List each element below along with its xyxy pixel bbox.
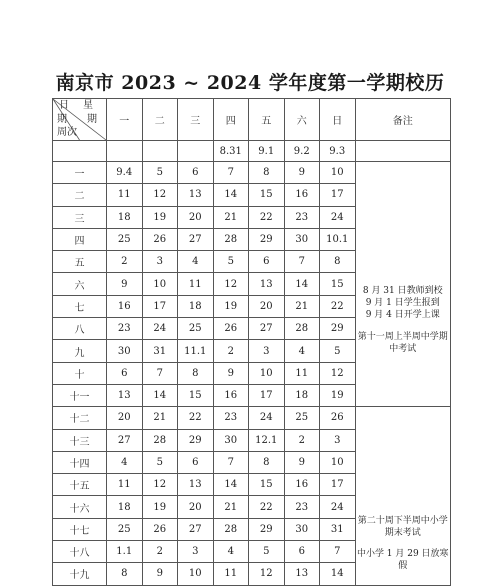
day-cell: 24: [320, 496, 356, 518]
day-cell: 13: [284, 563, 320, 585]
day-cell: 9: [284, 451, 320, 473]
pre-day-cell: [178, 141, 214, 162]
day-cell: 13: [249, 273, 285, 295]
day-cell: 5: [249, 541, 285, 563]
day-cell: 1.1: [107, 541, 143, 563]
day-cell: 29: [249, 228, 285, 250]
day-cell: 19: [142, 496, 178, 518]
day-cell: 5: [320, 340, 356, 362]
day-cell: 11: [213, 563, 249, 585]
day-cell: 15: [178, 384, 214, 406]
day-cell: 10: [320, 162, 356, 184]
day-cell: 12: [142, 184, 178, 206]
day-cell: 5: [142, 451, 178, 473]
day-cell: 9: [142, 563, 178, 585]
day-cell: 11: [284, 362, 320, 384]
day-cell: 12: [213, 273, 249, 295]
day-cell: 11.1: [178, 340, 214, 362]
day-cell: 5: [213, 251, 249, 273]
day-cell: 18: [107, 496, 143, 518]
day-cell: 20: [249, 295, 285, 317]
notes-header: 备注: [355, 99, 451, 141]
day-cell: 26: [142, 518, 178, 540]
corner-label-week: 周次: [57, 127, 77, 138]
day-cell: 6: [284, 541, 320, 563]
day-cell: 24: [320, 206, 356, 228]
notes-cell-first-half: [355, 162, 451, 407]
day-cell: 26: [213, 318, 249, 340]
week-label: 八: [53, 318, 107, 340]
day-cell: 8: [249, 451, 285, 473]
day-cell: 8: [178, 362, 214, 384]
day-cell: 25: [107, 518, 143, 540]
day-cell: 13: [178, 184, 214, 206]
day-cell: 7: [213, 162, 249, 184]
week-label: 十七: [53, 518, 107, 540]
day-header-sun: 日: [320, 99, 356, 141]
note-line: 第十一周上半周中学期中考试: [357, 332, 448, 355]
week-label: 十六: [53, 496, 107, 518]
day-cell: 27: [107, 429, 143, 451]
day-cell: 27: [178, 228, 214, 250]
day-cell: 16: [284, 474, 320, 496]
day-cell: 12: [142, 474, 178, 496]
day-cell: 14: [213, 184, 249, 206]
day-cell: 7: [142, 362, 178, 384]
week-label: 九: [53, 340, 107, 362]
day-cell: 4: [284, 340, 320, 362]
corner-header-cell: [53, 99, 107, 141]
day-cell: 2: [284, 429, 320, 451]
corner-label-day: 日: [59, 100, 69, 111]
day-cell: 21: [213, 496, 249, 518]
day-cell: 18: [107, 206, 143, 228]
day-cell: 13: [178, 474, 214, 496]
week-row: [53, 407, 451, 429]
day-cell: 9: [213, 362, 249, 384]
day-cell: 3: [320, 429, 356, 451]
day-cell: 31: [320, 518, 356, 540]
week-label: 十: [53, 362, 107, 384]
day-cell: 3: [249, 340, 285, 362]
note-line: 9 月 1 日学生报到: [365, 298, 440, 309]
day-cell: 23: [284, 206, 320, 228]
day-cell: 8: [107, 563, 143, 585]
day-cell: 30: [284, 518, 320, 540]
day-cell: 23: [213, 407, 249, 429]
day-cell: 27: [178, 518, 214, 540]
day-cell: 16: [284, 184, 320, 206]
day-cell: 14: [320, 563, 356, 585]
day-cell: 10: [178, 563, 214, 585]
pre-day-cell: [142, 141, 178, 162]
day-cell: 9: [284, 162, 320, 184]
day-cell: 30: [213, 429, 249, 451]
day-cell: 24: [249, 407, 285, 429]
week-label: 十四: [53, 451, 107, 473]
corner-label-xing: 星: [83, 100, 93, 111]
day-cell: 19: [320, 384, 356, 406]
day-cell: 10: [320, 451, 356, 473]
day-cell: 23: [107, 318, 143, 340]
day-cell: 3: [178, 541, 214, 563]
day-cell: 6: [178, 451, 214, 473]
day-cell: 11: [107, 474, 143, 496]
day-cell: 5: [142, 162, 178, 184]
day-cell: 22: [178, 407, 214, 429]
day-cell: 22: [320, 295, 356, 317]
day-cell: 3: [142, 251, 178, 273]
day-cell: 25: [178, 318, 214, 340]
day-cell: 30: [107, 340, 143, 362]
day-cell: 30: [284, 228, 320, 250]
pre-week-label: [53, 141, 107, 162]
day-cell: 19: [213, 295, 249, 317]
note-line: 第二十周下半周中小学期末考试: [357, 516, 448, 539]
week-label: 十一: [53, 384, 107, 406]
day-cell: 14: [142, 384, 178, 406]
day-cell: 29: [320, 318, 356, 340]
day-cell: 28: [142, 429, 178, 451]
day-cell: 21: [213, 206, 249, 228]
day-cell: 22: [249, 496, 285, 518]
day-cell: 7: [213, 451, 249, 473]
day-cell: 17: [320, 184, 356, 206]
day-cell: 12: [249, 563, 285, 585]
week-label: 十二: [53, 407, 107, 429]
day-cell: 2: [213, 340, 249, 362]
day-cell: 29: [178, 429, 214, 451]
day-cell: 16: [107, 295, 143, 317]
week-label: 三: [53, 206, 107, 228]
day-cell: 19: [142, 206, 178, 228]
day-cell: 31: [142, 340, 178, 362]
day-cell: 2: [107, 251, 143, 273]
day-cell: 26: [142, 228, 178, 250]
day-cell: 26: [320, 407, 356, 429]
day-cell: 28: [284, 318, 320, 340]
day-cell: 14: [213, 474, 249, 496]
day-cell: 27: [249, 318, 285, 340]
pre-day-cell: 8.31: [213, 141, 249, 162]
pre-day-cell: 9.3: [320, 141, 356, 162]
day-cell: 2: [142, 541, 178, 563]
week-row: [53, 162, 451, 184]
day-cell: 4: [178, 251, 214, 273]
day-cell: 6: [178, 162, 214, 184]
day-header-mon: 一: [107, 99, 143, 141]
week-label: 一: [53, 162, 107, 184]
day-cell: 28: [213, 518, 249, 540]
day-cell: 13: [107, 384, 143, 406]
pre-day-cell: [107, 141, 143, 162]
day-cell: 8: [249, 162, 285, 184]
day-cell: 6: [249, 251, 285, 273]
day-cell: 28: [213, 228, 249, 250]
day-cell: 25: [284, 407, 320, 429]
note-line: 9 月 4 日开学上课: [365, 310, 440, 321]
week-label: 二: [53, 184, 107, 206]
day-header-fri: 五: [249, 99, 285, 141]
day-cell: 11: [178, 273, 214, 295]
day-cell: 18: [284, 384, 320, 406]
corner-label-qi-left: 期: [57, 114, 67, 125]
day-cell: 10.1: [320, 228, 356, 250]
day-cell: 7: [320, 541, 356, 563]
pre-note-cell: [355, 141, 451, 162]
day-cell: 8: [320, 251, 356, 273]
day-cell: 25: [107, 228, 143, 250]
week-label: 十三: [53, 429, 107, 451]
day-cell: 4: [213, 541, 249, 563]
day-cell: 20: [178, 496, 214, 518]
day-cell: 9: [107, 273, 143, 295]
day-cell: 15: [249, 474, 285, 496]
corner-label-qi-right: 期: [87, 114, 97, 125]
week-label: 七: [53, 295, 107, 317]
day-cell: 18: [178, 295, 214, 317]
day-header-wed: 三: [178, 99, 214, 141]
day-cell: 22: [249, 206, 285, 228]
note-line: 中小学 1 月 29 日放寒假: [356, 549, 449, 572]
day-cell: 12: [320, 362, 356, 384]
day-cell: 12.1: [249, 429, 285, 451]
week-label: 十九: [53, 563, 107, 585]
day-cell: 11: [107, 184, 143, 206]
page-title: 南京市 2023 ~ 2024 学年度第一学期校历: [55, 72, 445, 94]
day-header-sat: 六: [284, 99, 320, 141]
header-row: [53, 99, 451, 141]
day-cell: 29: [249, 518, 285, 540]
day-cell: 4: [107, 451, 143, 473]
day-cell: 15: [320, 273, 356, 295]
day-header-tue: 二: [142, 99, 178, 141]
day-cell: 21: [284, 295, 320, 317]
week-label: 十八: [53, 541, 107, 563]
notes-cell-second-half: [355, 407, 451, 585]
day-cell: 6: [107, 362, 143, 384]
note-line: 8 月 31 日教师到校: [362, 286, 443, 297]
day-cell: 9.4: [107, 162, 143, 184]
pre-day-cell: 9.1: [249, 141, 285, 162]
day-cell: 15: [249, 184, 285, 206]
day-cell: 21: [142, 407, 178, 429]
day-cell: 10: [249, 362, 285, 384]
day-cell: 20: [107, 407, 143, 429]
day-cell: 16: [213, 384, 249, 406]
week-label: 十五: [53, 474, 107, 496]
day-cell: 14: [284, 273, 320, 295]
day-cell: 23: [284, 496, 320, 518]
day-header-thu: 四: [213, 99, 249, 141]
day-cell: 24: [142, 318, 178, 340]
pre-week-row: [53, 141, 451, 162]
week-label: 六: [53, 273, 107, 295]
day-cell: 20: [178, 206, 214, 228]
pre-day-cell: 9.2: [284, 141, 320, 162]
day-cell: 17: [320, 474, 356, 496]
week-label: 四: [53, 228, 107, 250]
week-label: 五: [53, 251, 107, 273]
day-cell: 17: [249, 384, 285, 406]
calendar-body: [53, 141, 451, 586]
day-cell: 10: [142, 273, 178, 295]
day-cell: 7: [284, 251, 320, 273]
calendar-table: [52, 98, 451, 586]
day-cell: 17: [142, 295, 178, 317]
